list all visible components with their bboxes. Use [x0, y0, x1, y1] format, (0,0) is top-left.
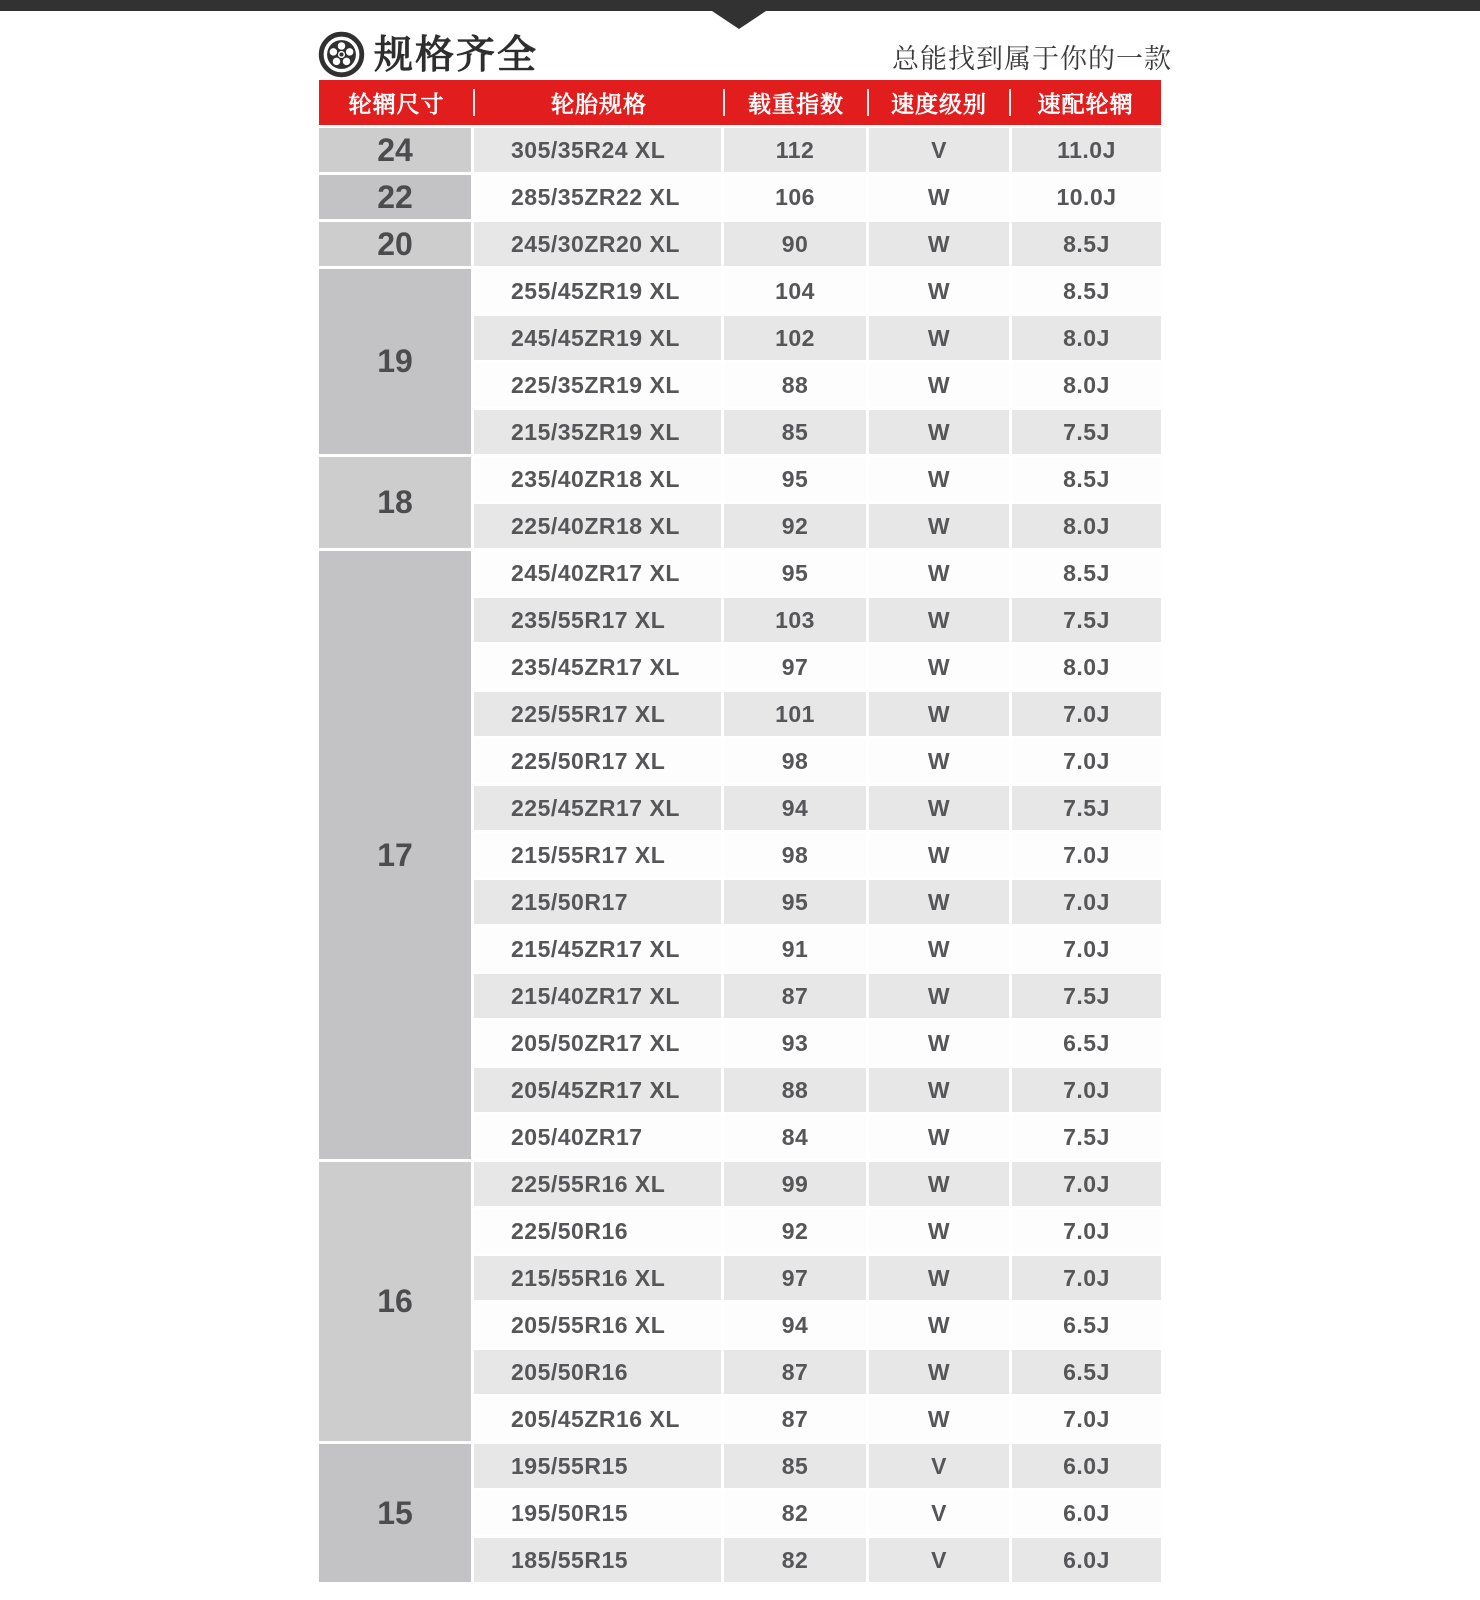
tire-spec-cell: 235/55R17 XL: [474, 598, 721, 642]
speed-rating-cell: W: [869, 645, 1009, 689]
rim-size-cell-18: 18: [319, 457, 471, 548]
tire-spec-cell: 195/55R15: [474, 1444, 721, 1488]
rim-size-cell-16: 16: [319, 1162, 471, 1441]
speed-rating-cell: W: [869, 1068, 1009, 1112]
rim-size-cell-22: 22: [319, 175, 471, 219]
load-index-cell: 112: [724, 128, 866, 172]
rim-match-cell: 7.0J: [1012, 1068, 1161, 1112]
load-index-cell: 87: [724, 1350, 866, 1394]
top-bar: [0, 0, 1480, 11]
rim-match-cell: 6.0J: [1012, 1444, 1161, 1488]
speed-rating-cell: W: [869, 786, 1009, 830]
load-index-cell: 97: [724, 645, 866, 689]
load-index-cell: 87: [724, 1397, 866, 1441]
tire-spec-cell: 245/45ZR19 XL: [474, 316, 721, 360]
speed-rating-cell: W: [869, 880, 1009, 924]
load-index-cell: 84: [724, 1115, 866, 1159]
load-index-cell: 102: [724, 316, 866, 360]
rim-match-cell: 6.5J: [1012, 1303, 1161, 1347]
speed-rating-cell: W: [869, 833, 1009, 877]
speed-rating-cell: W: [869, 410, 1009, 454]
load-index-cell: 98: [724, 739, 866, 783]
speed-rating-cell: V: [869, 1444, 1009, 1488]
rim-match-cell: 7.0J: [1012, 1397, 1161, 1441]
load-index-cell: 106: [724, 175, 866, 219]
speed-rating-cell: W: [869, 598, 1009, 642]
load-index-cell: 82: [724, 1538, 866, 1582]
load-index-cell: 82: [724, 1491, 866, 1535]
speed-rating-cell: W: [869, 1350, 1009, 1394]
tire-spec-cell: 245/30ZR20 XL: [474, 222, 721, 266]
tire-spec-cell: 215/55R16 XL: [474, 1256, 721, 1300]
rim-match-cell: 7.5J: [1012, 786, 1161, 830]
column-header-rim-size: 轮辋尺寸: [348, 91, 445, 117]
rim-size-cell-24: 24: [319, 128, 471, 172]
speed-rating-cell: W: [869, 363, 1009, 407]
rim-match-cell: 10.0J: [1012, 175, 1161, 219]
rim-match-cell: 7.0J: [1012, 739, 1161, 783]
load-index-cell: 85: [724, 410, 866, 454]
rim-match-cell: 7.0J: [1012, 1256, 1161, 1300]
spec-table-header: [319, 80, 1161, 125]
tire-spec-cell: 245/40ZR17 XL: [474, 551, 721, 595]
speed-rating-cell: W: [869, 692, 1009, 736]
rim-match-cell: 7.0J: [1012, 692, 1161, 736]
tire-spec-cell: 215/45ZR17 XL: [474, 927, 721, 971]
rim-size-cell-20: 20: [319, 222, 471, 266]
wheel-icon: [318, 31, 365, 78]
load-index-cell: 95: [724, 880, 866, 924]
speed-rating-cell: W: [869, 504, 1009, 548]
speed-rating-cell: W: [869, 222, 1009, 266]
rim-match-cell: 8.5J: [1012, 269, 1161, 313]
rim-match-cell: 6.5J: [1012, 1021, 1161, 1065]
rim-size-cell-19: 19: [319, 269, 471, 454]
rim-match-cell: 6.0J: [1012, 1538, 1161, 1582]
load-index-cell: 88: [724, 1068, 866, 1112]
load-index-cell: 95: [724, 551, 866, 595]
tire-spec-cell: 215/40ZR17 XL: [474, 974, 721, 1018]
tire-spec-cell: 305/35R24 XL: [474, 128, 721, 172]
tire-spec-cell: 225/55R17 XL: [474, 692, 721, 736]
load-index-cell: 97: [724, 1256, 866, 1300]
tire-spec-cell: 205/55R16 XL: [474, 1303, 721, 1347]
rim-match-cell: 7.0J: [1012, 1162, 1161, 1206]
speed-rating-cell: W: [869, 269, 1009, 313]
rim-match-cell: 8.0J: [1012, 645, 1161, 689]
speed-rating-cell: V: [869, 1491, 1009, 1535]
rim-match-cell: 8.0J: [1012, 363, 1161, 407]
tire-spec-cell: 185/55R15: [474, 1538, 721, 1582]
load-index-cell: 93: [724, 1021, 866, 1065]
tire-spec-cell: 225/50R17 XL: [474, 739, 721, 783]
load-index-cell: 88: [724, 363, 866, 407]
tire-spec-cell: 205/45ZR16 XL: [474, 1397, 721, 1441]
load-index-cell: 85: [724, 1444, 866, 1488]
speed-rating-cell: W: [869, 1303, 1009, 1347]
speed-rating-cell: W: [869, 1115, 1009, 1159]
rim-match-cell: 7.0J: [1012, 1209, 1161, 1253]
column-header-load-index: 载重指数: [724, 80, 868, 125]
tire-spec-cell: 225/45ZR17 XL: [474, 786, 721, 830]
load-index-cell: 103: [724, 598, 866, 642]
tire-spec-cell: 225/55R16 XL: [474, 1162, 721, 1206]
tire-spec-cell: 235/45ZR17 XL: [474, 645, 721, 689]
tire-spec-cell: 205/45ZR17 XL: [474, 1068, 721, 1112]
tire-spec-cell: 235/40ZR18 XL: [474, 457, 721, 501]
tire-spec-cell: 205/50R16: [474, 1350, 721, 1394]
load-index-cell: 87: [724, 974, 866, 1018]
load-index-cell: 98: [724, 833, 866, 877]
rim-match-cell: 8.0J: [1012, 504, 1161, 548]
speed-rating-cell: W: [869, 457, 1009, 501]
speed-rating-cell: W: [869, 316, 1009, 360]
down-arrow-notch-icon: [712, 11, 766, 29]
rim-match-cell: 8.5J: [1012, 457, 1161, 501]
rim-match-cell: 7.5J: [1012, 598, 1161, 642]
page-tagline: 总能找到属于你的一款: [892, 44, 1172, 74]
rim-match-cell: 8.5J: [1012, 222, 1161, 266]
speed-rating-cell: V: [869, 1538, 1009, 1582]
rim-match-cell: 7.0J: [1012, 833, 1161, 877]
spec-table-body: [319, 128, 1161, 1582]
speed-rating-cell: W: [869, 1162, 1009, 1206]
tire-spec-cell: 225/40ZR18 XL: [474, 504, 721, 548]
column-header-tire-spec: 轮胎规格: [474, 80, 724, 125]
load-index-cell: 101: [724, 692, 866, 736]
rim-match-cell: 11.0J: [1012, 128, 1161, 172]
rim-match-cell: 7.0J: [1012, 880, 1161, 924]
rim-match-cell: 6.0J: [1012, 1491, 1161, 1535]
tire-spec-cell: 255/45ZR19 XL: [474, 269, 721, 313]
rim-match-cell: 8.5J: [1012, 551, 1161, 595]
speed-rating-cell: W: [869, 739, 1009, 783]
page-title: 规格齐全: [374, 34, 539, 77]
tire-spec-cell: 225/35ZR19 XL: [474, 363, 721, 407]
rim-match-cell: 7.5J: [1012, 1115, 1161, 1159]
speed-rating-cell: V: [869, 128, 1009, 172]
tire-spec-cell: 205/50ZR17 XL: [474, 1021, 721, 1065]
speed-rating-cell: W: [869, 551, 1009, 595]
speed-rating-cell: W: [869, 927, 1009, 971]
rim-match-cell: 7.5J: [1012, 410, 1161, 454]
tire-spec-cell: 215/50R17: [474, 880, 721, 924]
rim-match-cell: 8.0J: [1012, 316, 1161, 360]
speed-rating-cell: W: [869, 974, 1009, 1018]
load-index-cell: 95: [724, 457, 866, 501]
speed-rating-cell: W: [869, 1209, 1009, 1253]
column-header-rim-match: 速配轮辋: [1010, 80, 1161, 125]
load-index-cell: 90: [724, 222, 866, 266]
tire-spec-cell: 285/35ZR22 XL: [474, 175, 721, 219]
speed-rating-cell: W: [869, 175, 1009, 219]
load-index-cell: 94: [724, 1303, 866, 1347]
tire-spec-cell: 215/55R17 XL: [474, 833, 721, 877]
rim-match-cell: 7.5J: [1012, 974, 1161, 1018]
rim-size-cell-15: 15: [319, 1444, 471, 1582]
tire-spec-cell: 225/50R16: [474, 1209, 721, 1253]
load-index-cell: 99: [724, 1162, 866, 1206]
load-index-cell: 92: [724, 504, 866, 548]
load-index-cell: 91: [724, 927, 866, 971]
rim-match-cell: 7.0J: [1012, 927, 1161, 971]
tire-spec-cell: 215/35ZR19 XL: [474, 410, 721, 454]
column-header-speed-rating: 速度级别: [868, 80, 1010, 125]
load-index-cell: 92: [724, 1209, 866, 1253]
rim-match-cell: 6.5J: [1012, 1350, 1161, 1394]
rim-size-cell-17: 17: [319, 551, 471, 1159]
speed-rating-cell: W: [869, 1397, 1009, 1441]
tire-spec-cell: 195/50R15: [474, 1491, 721, 1535]
load-index-cell: 104: [724, 269, 866, 313]
load-index-cell: 94: [724, 786, 866, 830]
tire-spec-cell: 205/40ZR17: [474, 1115, 721, 1159]
speed-rating-cell: W: [869, 1256, 1009, 1300]
speed-rating-cell: W: [869, 1021, 1009, 1065]
